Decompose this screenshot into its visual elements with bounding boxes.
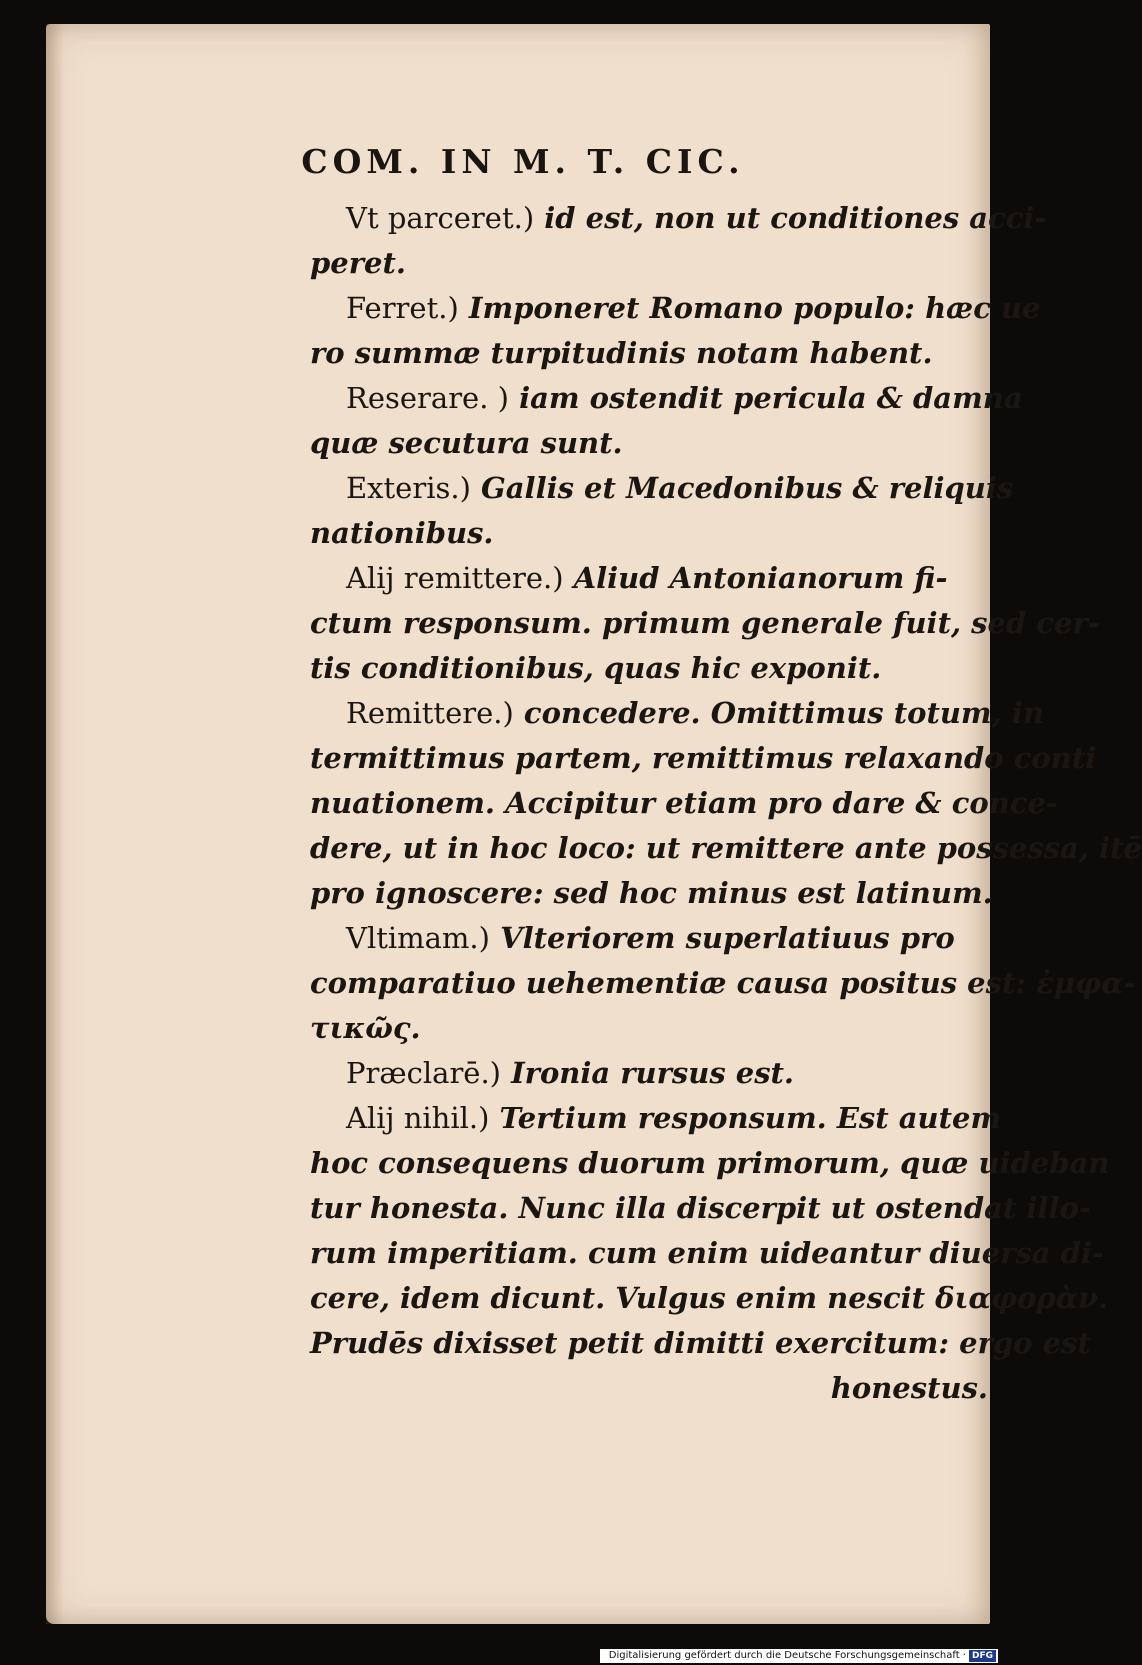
lemma: Vt parceret.) xyxy=(346,201,535,235)
text-line xyxy=(310,871,1000,916)
gloss: Aliud Antonianorum fi- xyxy=(563,561,948,595)
dfg-logo: DFG xyxy=(969,1650,996,1662)
text-line xyxy=(310,241,1000,286)
text-line xyxy=(310,466,1014,511)
text-line xyxy=(310,1051,1000,1096)
book-page xyxy=(46,24,1142,1624)
gloss: iam ostendit pericula & damna xyxy=(508,381,1023,415)
text-line xyxy=(310,1321,1091,1366)
text-line xyxy=(310,961,1136,1006)
gloss: nuationem. Accipitur etiam pro dare & conce- xyxy=(310,786,1058,820)
gloss: tis conditionibus, quas hic exponit. xyxy=(310,651,882,685)
gloss: ctum responsum. primum generale fuit, sed cer- xyxy=(310,606,1100,640)
gloss: Prudēs dixisset petit dimitti exercitum: ergo est xyxy=(310,1326,1091,1360)
running-header: COM. IN M. T. CIC. xyxy=(301,142,745,181)
text-line xyxy=(310,286,1041,331)
lemma: Alij nihil.) xyxy=(346,1101,490,1135)
lemma: Exteris.) xyxy=(346,471,471,505)
lemma: Præclarē.) xyxy=(346,1056,501,1090)
text-line xyxy=(310,421,1000,466)
gloss: concedere. Omittimus totum, in xyxy=(513,696,1044,730)
gloss: Tertium responsum. Est autem xyxy=(489,1101,1002,1135)
text-line xyxy=(310,736,1097,781)
text-line xyxy=(310,1276,1109,1321)
text-line xyxy=(310,1231,1105,1276)
text-line xyxy=(310,376,1023,421)
text-line xyxy=(310,781,1058,826)
digitization-footer xyxy=(600,1649,998,1663)
text-line xyxy=(310,511,1000,556)
gloss: comparatiuo uehementiæ causa positus est: ἐμφα- xyxy=(310,966,1136,1000)
gloss: hoc consequens duorum primorum, quæ uideban xyxy=(310,1146,1110,1180)
text-line xyxy=(310,916,1000,961)
lemma: Reserare. ) xyxy=(346,381,509,415)
lemma: Alij remittere.) xyxy=(346,561,564,595)
gloss: τικῶς. xyxy=(310,1011,421,1045)
text-line xyxy=(310,1186,1091,1231)
text-line xyxy=(310,556,1000,601)
gloss: Ironia rursus est. xyxy=(501,1056,795,1090)
gloss: quæ secutura sunt. xyxy=(310,426,623,460)
gloss: cere, idem dicunt. Vulgus enim nescit διαφορὰν. xyxy=(310,1281,1109,1315)
text-line xyxy=(310,1096,1000,1141)
commentary-text xyxy=(310,196,1142,1411)
gloss: Vlteriorem superlatiuus pro xyxy=(489,921,955,955)
gloss: pro ignoscere: sed hoc minus est latinum. xyxy=(310,876,993,910)
gloss: peret. xyxy=(310,246,406,280)
text-line xyxy=(310,196,1047,241)
gloss: Imponeret Romano populo: hæc ue xyxy=(458,291,1041,325)
gloss: honestus. xyxy=(830,1371,988,1405)
text-line xyxy=(310,646,1000,691)
text-line xyxy=(310,826,1142,871)
text-line xyxy=(310,331,1000,376)
lemma: Remittere.) xyxy=(346,696,514,730)
text-line xyxy=(310,1006,1000,1051)
gloss: termittimus partem, remittimus relaxando conti xyxy=(310,741,1097,775)
gloss: id est, non ut conditiones acci- xyxy=(534,201,1047,235)
gloss: dere, ut in hoc loco: ut remittere ante possessa, itē xyxy=(310,831,1142,865)
gloss: Gallis et Macedonibus & reliquis xyxy=(470,471,1014,505)
text-line xyxy=(310,691,1044,736)
lemma: Vltimam.) xyxy=(346,921,490,955)
gloss: nationibus. xyxy=(310,516,494,550)
gloss: tur honesta. Nunc illa discerpit ut ostendat illo- xyxy=(310,1191,1091,1225)
gloss: rum imperitiam. cum enim uideantur diuersa di- xyxy=(310,1236,1105,1270)
text-line xyxy=(310,1366,1000,1411)
lemma: Ferret.) xyxy=(346,291,459,325)
text-line xyxy=(310,601,1100,646)
text-line xyxy=(310,1141,1110,1186)
footer-credit: Digitalisierung gefördert durch die Deutsche Forschungsgemeinschaft · xyxy=(608,1650,966,1661)
gloss: ro summæ turpitudinis notam habent. xyxy=(310,336,933,370)
